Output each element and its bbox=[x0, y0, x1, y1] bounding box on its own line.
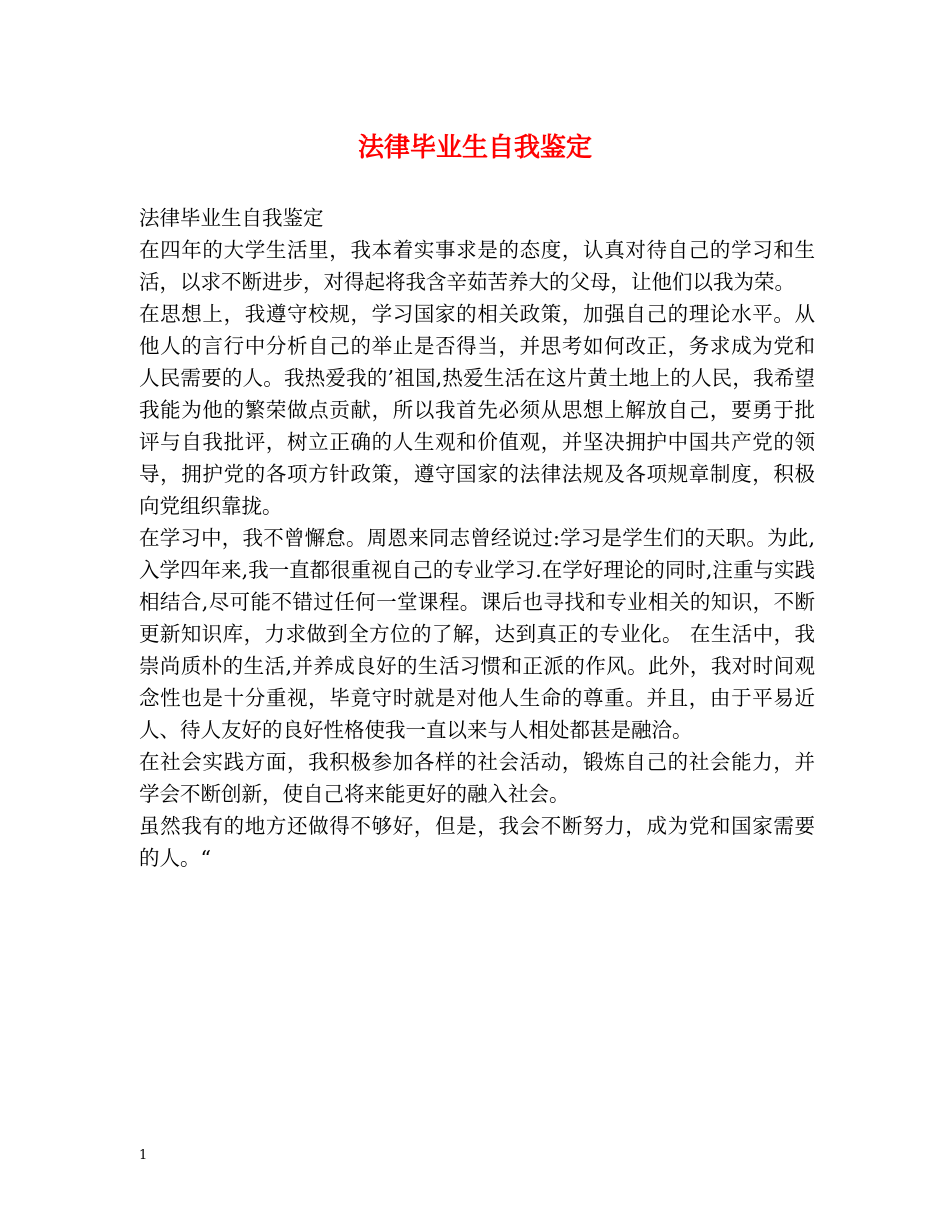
page-number: 1 bbox=[139, 1148, 148, 1163]
paragraph-subtitle: 法律毕业生自我鉴定 bbox=[139, 206, 324, 230]
paragraph-intro: 在四年的大学生活里，我本着实事求是的态度，认真对待自己的学习和生活，以求不断进步，对得起将我含辛茹苦养大的父母，让他们以我为荣。 bbox=[139, 238, 815, 294]
paragraph-study-life: 在学习中，我不曾懈怠。周恩来同志曾经说过:学习是学生们的天职。为此,入学四年来,我一直都很重视自己的专业学习.在学好理论的同时,注重与实践相结合,尽可能不错过任何一堂课程。课后也寻找和专业相关的知识，不断更新知识库，力求做到全方位的了解，达到真正的专业化。 在生活中，我崇尚质朴的生活,并养成良好的生活习惯和正派的作风。此外，我对时间观念性也是十分重视，毕竟守时就是对他人生命的尊重。并且，由于平易近人、待人友好的良好性格使我一直以来与人相处都甚是融洽。 bbox=[139, 526, 815, 742]
document-body bbox=[139, 202, 815, 874]
paragraph-ideology: 在思想上，我遵守校规，学习国家的相关政策，加强自己的理论水平。从他人的言行中分析自己的举止是否得当，并思考如何改正，务求成为党和人民需要的人。我热爱我的’祖国,热爱生活在这片黄土地上的人民，我希望我能为他的繁荣做点贡献，所以我首先必须从思想上解放自己，要勇于批评与自我批评，树立正确的人生观和价值观，并坚决拥护中国共产党的领导，拥护党的各项方针政策，遵守国家的法律法规及各项规章制度，积极向党组织靠拢。 bbox=[139, 302, 815, 518]
document-title: 法律毕业生自我鉴定 bbox=[357, 133, 592, 163]
paragraph-social-practice: 在社会实践方面，我积极参加各样的社会活动，锻炼自己的社会能力，并学会不断创新，使自己将来能更好的融入社会。 bbox=[139, 750, 815, 806]
paragraph-conclusion: 虽然我有的地方还做得不够好，但是，我会不断努力，成为党和国家需要的人。“ bbox=[139, 814, 815, 870]
